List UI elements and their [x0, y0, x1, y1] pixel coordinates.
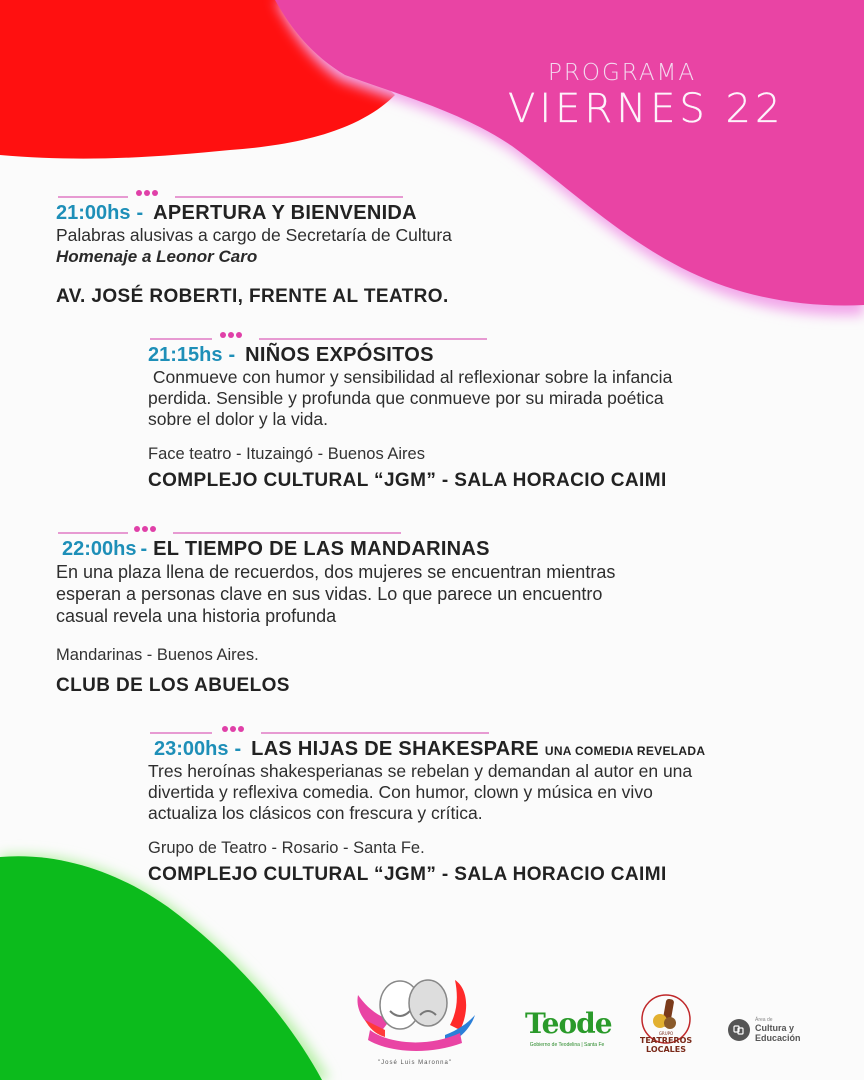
- event-origin: Mandarinas - Buenos Aires.: [56, 646, 259, 664]
- teode-caption: Gobierno de Teodelina | Santa Fe: [529, 1042, 605, 1048]
- event-apertura: [56, 192, 556, 308]
- event-divider: [56, 192, 556, 202]
- event-time: 23:00hs: [154, 738, 229, 760]
- description-line: Conmueve con humor y sensibilidad al reflexionar sobre la infancia: [148, 367, 673, 387]
- event-description: [148, 367, 828, 430]
- svg-text:TEATREROS: TEATREROS: [640, 1036, 692, 1045]
- event-divider: [148, 728, 838, 738]
- event-separator: -: [140, 538, 148, 560]
- event-description: [148, 761, 838, 824]
- cultura-line1: Cultura y: [755, 1023, 795, 1033]
- header: [508, 60, 818, 130]
- festival-logo: [350, 975, 480, 1070]
- svg-text:GRUPO: GRUPO: [658, 1031, 674, 1036]
- description-line: perdida. Sensible y profunda que conmueve por su mirada poética: [148, 388, 664, 408]
- event-title: EL TIEMPO DE LAS MANDARINAS: [153, 538, 490, 560]
- description-line: casual revela una historia profunda: [56, 606, 337, 626]
- dots-icon: [222, 726, 244, 732]
- description-line: Tres heroínas shakesperianas se rebelan y demandan al autor en una: [148, 761, 693, 781]
- footer-logos: [345, 975, 825, 1070]
- description-line: divertida y reflexiva comedia. Con humor, clown y música en vivo: [148, 782, 653, 802]
- description-line: En una plaza llena de recuerdos, dos mujeres se encuentran mientras: [56, 562, 616, 582]
- event-venue: COMPLEJO CULTURAL “JGM” - SALA HORACIO CAIMI: [148, 470, 667, 491]
- svg-text:LOCALES: LOCALES: [646, 1045, 686, 1054]
- event-title-row: [56, 202, 556, 225]
- event-hijas-shakespare: [148, 728, 838, 886]
- event-time: 21:00hs: [56, 202, 131, 224]
- theater-masks-icon: [350, 975, 480, 1055]
- event-title-row: [148, 738, 838, 761]
- description-line: sobre el dolor y la vida.: [148, 409, 328, 429]
- event-divider: [56, 528, 836, 538]
- description-line: actualiza los clásicos con frescura y crítica.: [148, 803, 483, 823]
- event-title-row: [148, 344, 828, 367]
- event-origin: Face teatro - Ituzaingó - Buenos Aires: [148, 445, 425, 463]
- event-divider: [148, 334, 828, 344]
- event-venue: COMPLEJO CULTURAL “JGM” - SALA HORACIO CAIMI: [148, 864, 667, 885]
- cultura-educacion-logo: [728, 1017, 801, 1043]
- description-line: esperan a personas clave en sus vidas. Lo que parece un encuentro: [56, 584, 603, 604]
- cultura-line2: Educación: [755, 1033, 801, 1043]
- event-description: Palabras alusivas a cargo de Secretaría de Cultura: [56, 225, 452, 245]
- event-title-row: [56, 538, 836, 561]
- dots-icon: [134, 526, 156, 532]
- event-description: [56, 561, 836, 627]
- event-time: 21:15hs: [148, 344, 223, 366]
- event-venue: CLUB DE LOS ABUELOS: [56, 675, 290, 696]
- teode-wordmark: Teode: [525, 1007, 612, 1040]
- event-subtitle: UNA COMEDIA REVELADA: [544, 744, 706, 758]
- dots-icon: [220, 332, 242, 338]
- event-title: APERTURA Y BIENVENIDA: [153, 202, 417, 224]
- event-venue: AV. JOSÉ ROBERTI, FRENTE AL TEATRO.: [56, 286, 449, 307]
- event-separator: -: [228, 344, 236, 366]
- festival-caption: "José Luis Maronna": [378, 1060, 452, 1066]
- cultura-small-label: Área de: [755, 1017, 773, 1023]
- event-time: 22:00hs: [62, 538, 137, 560]
- event-separator: -: [234, 738, 242, 760]
- event-separator: -: [136, 202, 144, 224]
- event-tiempo-mandarinas: [56, 528, 836, 697]
- teatreros-locales-logo: [640, 993, 692, 1063]
- event-ninos-expositos: [148, 334, 828, 492]
- event-origin: Grupo de Teatro - Rosario - Santa Fe.: [148, 839, 425, 857]
- event-highlight: Homenaje a Leonor Caro: [56, 247, 258, 266]
- event-title: LAS HIJAS DE SHAKESPARE: [251, 738, 539, 760]
- dots-icon: [136, 190, 158, 196]
- teode-logo: [525, 1007, 612, 1048]
- teatreros-badge-icon: [640, 993, 692, 1063]
- cultura-icon: [728, 1019, 750, 1041]
- day-title: VIERNES 22: [508, 86, 785, 132]
- program-label: PROGRAMA: [548, 60, 697, 86]
- event-title: NIÑOS EXPÓSITOS: [245, 344, 434, 366]
